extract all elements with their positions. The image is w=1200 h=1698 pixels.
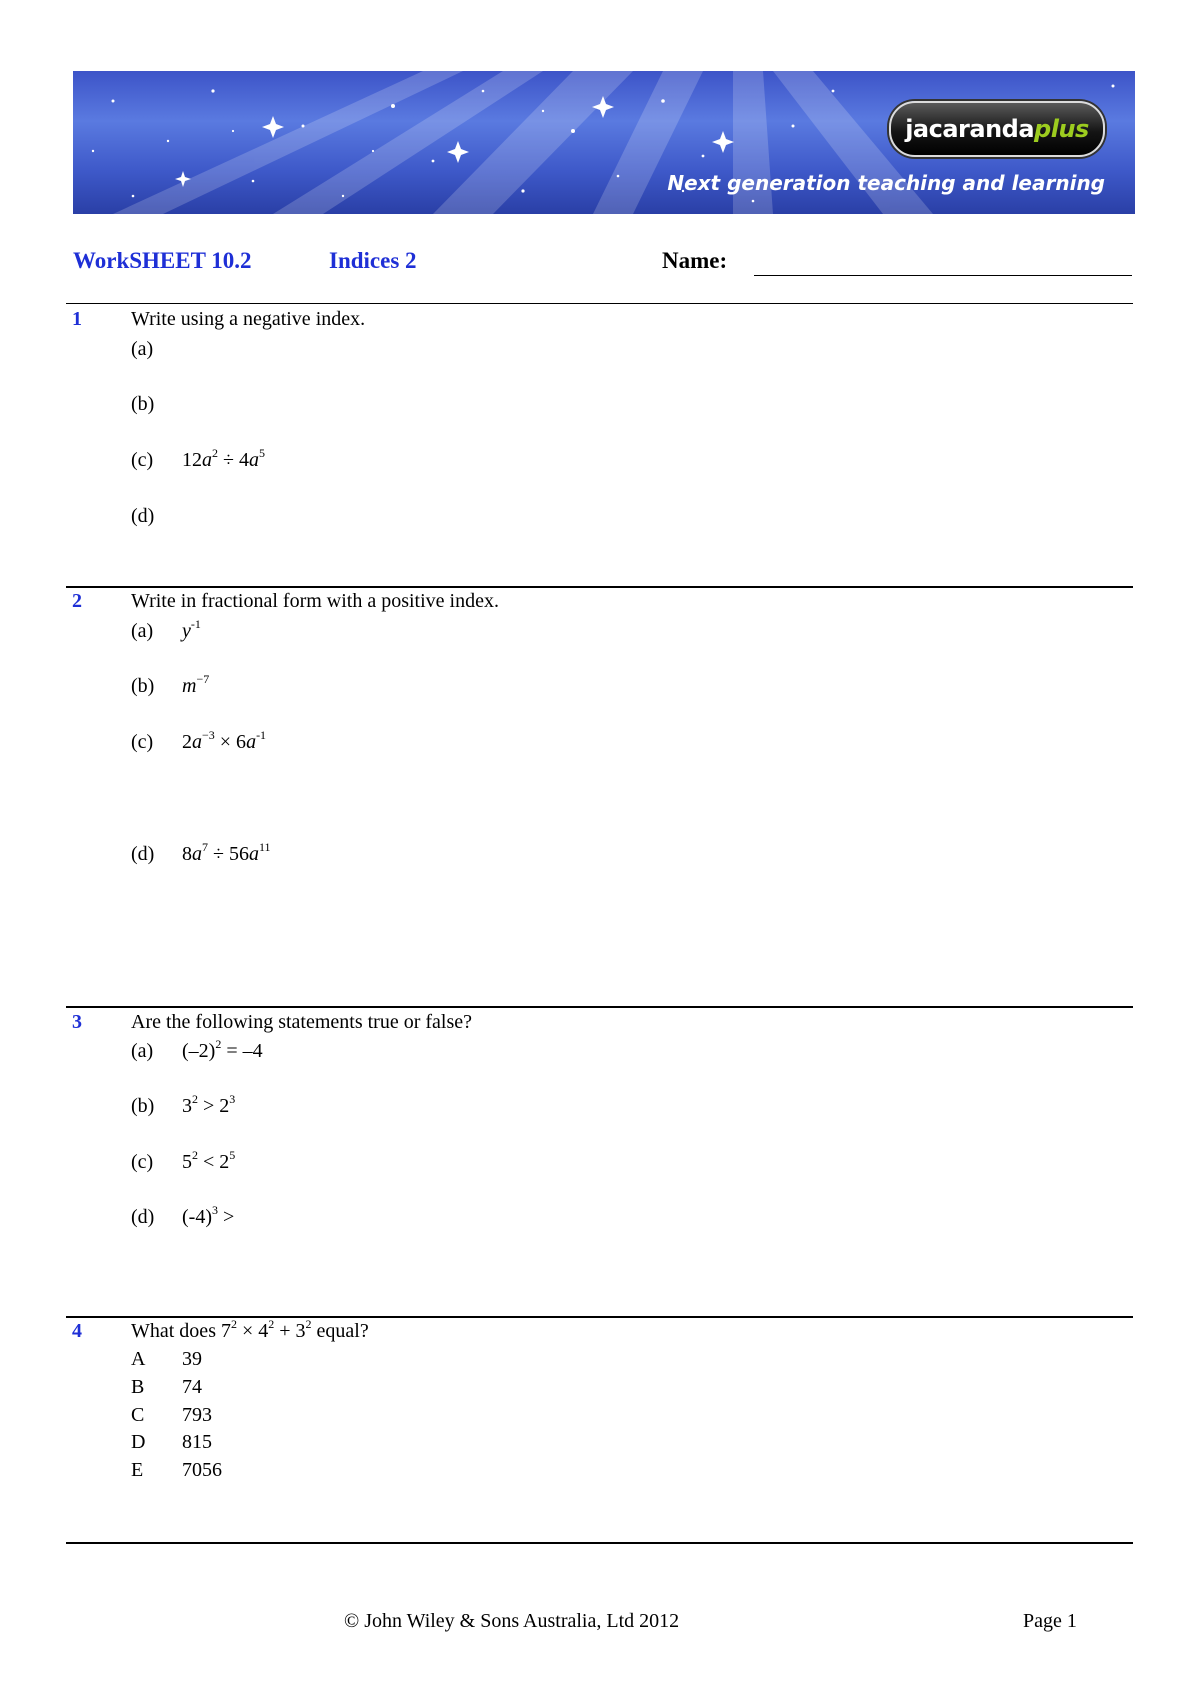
option-letter: D [131, 1431, 146, 1453]
exponent: 2 [192, 1148, 198, 1162]
exponent: 2 [305, 1317, 312, 1331]
tagline: Next generation teaching and learning [667, 171, 1105, 195]
exponent: 5 [258, 446, 265, 460]
math-expression: $2a^{-3} \times 6a^{-1}$ [182, 728, 267, 753]
expr-text: > 2 [198, 1095, 230, 1117]
logo-accent-text: plus [1034, 115, 1089, 143]
expr-text: 3 [182, 1095, 192, 1117]
math-expression: $12a^2 \div 4a^5$ [182, 446, 265, 471]
expr-text: 12 [182, 449, 202, 471]
option-value: 793 [182, 1404, 212, 1426]
part-label: (b) [131, 1095, 155, 1117]
expr-text: > [217, 1206, 235, 1228]
part-label: (a) [131, 338, 154, 360]
question-prompt: Write in fractional form with a positive index. [131, 590, 499, 612]
question-number: 4 [72, 1320, 82, 1342]
exponent: 2 [230, 1317, 237, 1331]
expr-variable: y [182, 620, 191, 642]
math-expression [182, 617, 201, 643]
prompt-text: + 3 [274, 1320, 306, 1342]
expr-text: ÷ 56 [208, 843, 249, 865]
math-expression [182, 1092, 236, 1118]
part-label: (b) [131, 393, 155, 415]
option-letter: B [131, 1376, 145, 1398]
question-prompt: Write using a negative index. [131, 308, 366, 330]
expr-text: = –4 [221, 1040, 263, 1062]
expr-text: (–2) [182, 1040, 216, 1062]
option-letter: A [131, 1348, 146, 1370]
copyright-notice: © John Wiley & Sons Australia, Ltd 2012 [344, 1610, 680, 1632]
expr-text: (-4) [182, 1206, 212, 1228]
exponent: 5 [229, 1148, 236, 1162]
math-expression [182, 672, 210, 698]
option-value: 815 [182, 1431, 212, 1453]
part-label: (d) [131, 1206, 155, 1228]
page-number: Page 1 [1023, 1610, 1077, 1632]
part-label: (d) [131, 843, 155, 865]
exponent: 11 [258, 840, 271, 854]
exponent: 2 [268, 1317, 275, 1331]
name-blank-line[interactable] [754, 275, 1132, 276]
option-letter: C [131, 1404, 145, 1426]
question-number: 1 [72, 308, 82, 330]
expr-text: 8 [182, 843, 192, 865]
worksheet-topic: Indices 2 [329, 248, 417, 273]
option-value: 7056 [182, 1459, 222, 1481]
question-number: 2 [72, 590, 82, 612]
prompt-text: What does 7 [131, 1320, 231, 1342]
header-banner [73, 71, 1135, 214]
expr-text: 2 [182, 731, 192, 753]
exponent: 7 [202, 840, 208, 854]
option-value: 39 [182, 1348, 202, 1370]
part-label: (b) [131, 675, 155, 697]
divider [66, 1316, 1133, 1318]
math-expression [182, 1203, 235, 1229]
part-label: (c) [131, 449, 154, 471]
prompt-text: × 4 [236, 1320, 269, 1342]
exponent: 2 [192, 1092, 198, 1106]
exponent: 3 [229, 1092, 236, 1106]
expr-variable: m [182, 675, 197, 697]
expr-text: < 2 [198, 1151, 230, 1173]
math-expression [182, 1037, 263, 1063]
expr-text: × 6 [214, 731, 247, 753]
part-label: (c) [131, 731, 154, 753]
question-prompt [131, 1317, 369, 1343]
exponent: −3 [202, 728, 215, 742]
expr-text: ÷ 4 [218, 449, 249, 471]
divider [66, 586, 1133, 588]
part-label: (a) [131, 1040, 154, 1062]
exponent: 2 [215, 1037, 222, 1051]
exponent: -1 [190, 617, 201, 631]
divider [66, 1542, 1133, 1544]
exponent: 2 [212, 446, 218, 460]
part-label: (d) [131, 505, 155, 527]
exponent: −7 [196, 672, 210, 686]
exponent: -1 [256, 728, 267, 742]
divider [66, 303, 1133, 304]
worksheet-number: WorkSHEET 10.2 [73, 248, 252, 273]
math-expression [182, 1148, 236, 1174]
option-value: 74 [182, 1376, 202, 1398]
divider [66, 1006, 1133, 1008]
question-number: 3 [72, 1011, 82, 1033]
expr-text: 5 [182, 1151, 192, 1173]
option-letter: E [131, 1459, 144, 1481]
part-label: (a) [131, 620, 154, 642]
logo-text: jacaranda [905, 115, 1035, 143]
question-prompt: Are the following statements true or false? [131, 1011, 472, 1033]
prompt-text: equal? [311, 1320, 369, 1342]
name-label: Name: [662, 248, 728, 273]
part-label: (c) [131, 1151, 154, 1173]
exponent: 3 [211, 1203, 218, 1217]
jacaranda-plus-logo [889, 101, 1105, 157]
math-expression: $8a^7 \div 56a^{11}$ [182, 840, 271, 865]
